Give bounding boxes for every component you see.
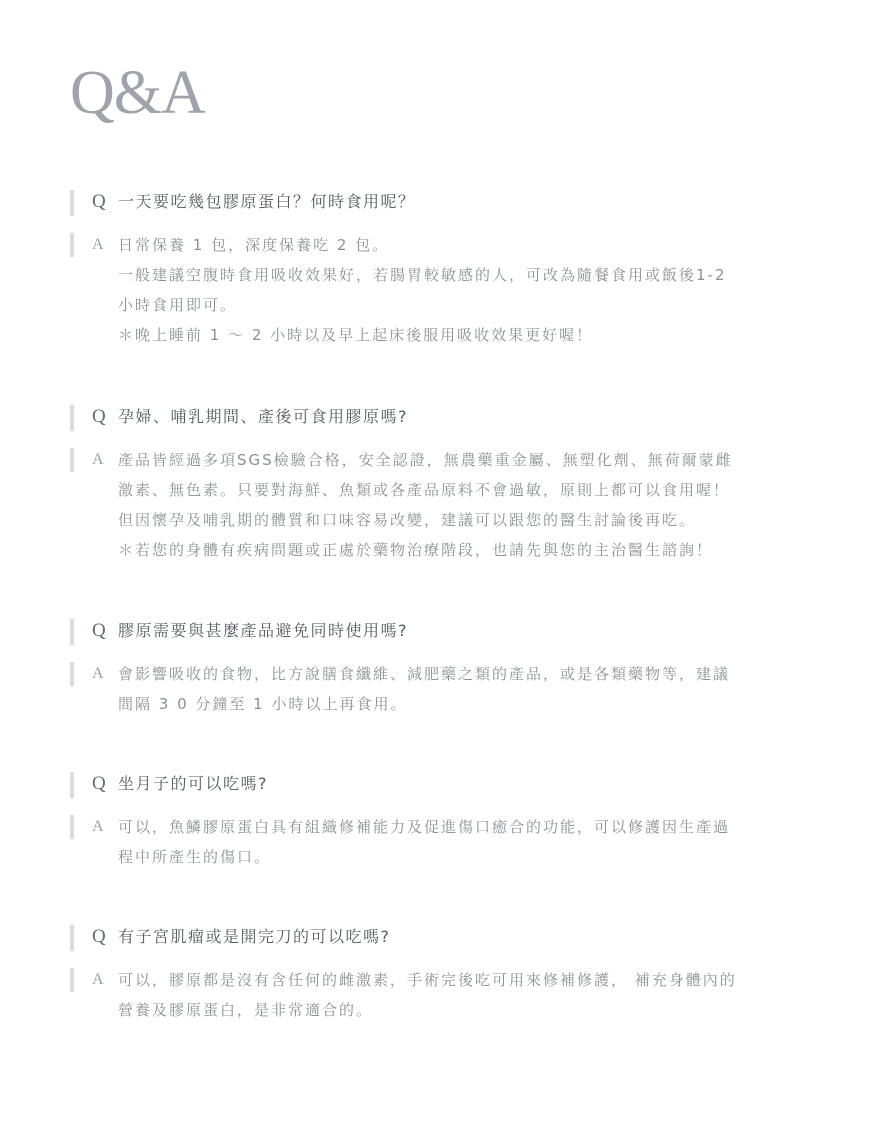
answer-line: 間隔 3 0 分鐘至 1 小時以上再食用。 — [118, 695, 408, 713]
qa-item — [70, 403, 810, 565]
answer-line: 激素、無色素。只要對海鮮、魚類或各產品原料不會過敏，原則上都可以食用喔！ — [118, 481, 731, 499]
answer-line: 但因懷孕及哺乳期的體質和口味容易改變，建議可以跟您的醫生討論後再吃。 — [118, 511, 697, 529]
answer-bar — [70, 233, 74, 257]
question-text: 膠原需要與甚麼產品避免同時使用嗎? — [118, 621, 408, 640]
qa-item — [70, 923, 810, 1025]
answer-line: 可以，膠原都是沒有含任何的雌激素，手術完後吃可用來修補修護， 補充身體內的 — [118, 971, 737, 989]
answer-bar — [70, 815, 74, 839]
answer-bar — [70, 662, 74, 686]
answer-marker: A — [92, 665, 104, 682]
answer-line: 一般建議空腹時食用吸收效果好，若腸胃較敏感的人，可改為隨餐食用或飯後1-2 — [118, 266, 727, 284]
question-text: 一天要吃幾包膠原蛋白？何時食用呢？ — [118, 192, 416, 211]
answer — [70, 659, 810, 719]
question-text: 孕婦、哺乳期間、產後可食用膠原嗎? — [118, 407, 408, 426]
answer-marker: A — [92, 818, 104, 835]
answer-bar — [70, 968, 74, 992]
qa-item — [70, 770, 810, 872]
answer — [70, 965, 810, 1025]
question — [70, 770, 810, 798]
answer-line: 可以，魚鱗膠原蛋白具有組織修補能力及促進傷口癒合的功能，可以修護因生產過 — [118, 818, 731, 836]
qa-item — [70, 188, 810, 350]
answer-marker: A — [92, 451, 104, 468]
answer — [70, 230, 810, 350]
answer-marker: A — [92, 236, 104, 253]
question — [70, 923, 810, 951]
question — [70, 403, 810, 431]
answer — [70, 812, 810, 872]
question-marker: Q — [92, 926, 108, 947]
page-title: Q&A — [70, 59, 205, 127]
answer — [70, 445, 810, 565]
answer-line: ＊若您的身體有疾病問題或正處於藥物治療階段，也請先與您的主治醫生諮詢！ — [118, 541, 714, 559]
question-text: 有子宮肌瘤或是開完刀的可以吃嗎? — [118, 927, 391, 946]
answer-line: 程中所產生的傷口。 — [118, 848, 272, 866]
answer-line: 日常保養 1 包，深度保養吃 2 包。 — [118, 236, 390, 254]
answer-bar — [70, 448, 74, 472]
question — [70, 188, 810, 216]
answer-line: 小時食用即可。 — [118, 296, 238, 314]
answer-line: 會影響吸收的食物，比方說膳食纖維、減肥藥之類的產品，或是各類藥物等，建議 — [118, 665, 731, 683]
answer-marker: A — [92, 971, 104, 988]
question-marker: Q — [92, 620, 108, 641]
question-text: 坐月子的可以吃嗎? — [118, 774, 268, 793]
answer-line: 營養及膠原蛋白，是非常適合的。 — [118, 1001, 374, 1019]
question-marker: Q — [92, 191, 108, 212]
question-marker: Q — [92, 406, 108, 427]
answer-line: ＊晚上睡前 1 〜 2 小時以及早上起床後服用吸收效果更好喔！ — [118, 326, 594, 344]
question — [70, 617, 810, 645]
qa-item — [70, 617, 810, 719]
answer-line: 產品皆經過多項SGS檢驗合格，安全認證，無農藥重金屬、無塑化劑、無荷爾蒙雌 — [118, 451, 733, 469]
question-marker: Q — [92, 773, 108, 794]
